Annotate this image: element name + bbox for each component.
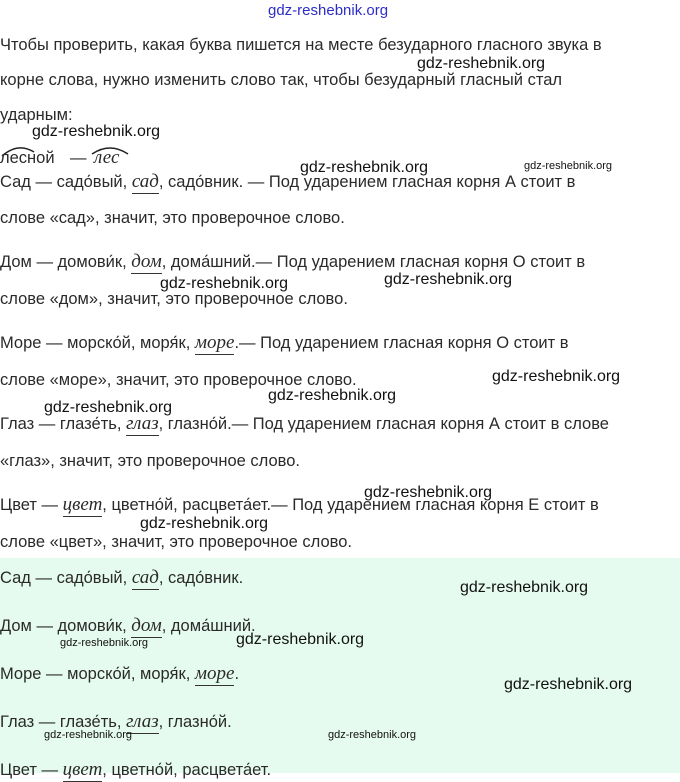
watermark: gdz-reshebnik.org xyxy=(60,637,149,649)
watermark: gdz-reshebnik.org xyxy=(300,159,429,176)
answer-4-tail: , глазно́й. xyxy=(158,713,232,731)
answer-2-check-word: дом xyxy=(131,615,162,636)
root-scheme xyxy=(0,138,140,164)
watermark: gdz-reshebnik.org xyxy=(32,123,161,140)
intro-line-1: Чтобы проверить, какая буква пишется на месте безударного гласного звука в xyxy=(0,36,602,54)
answer-2-lead: Дом — домови́к, xyxy=(0,617,132,635)
item-3-check-word: море xyxy=(194,332,235,353)
item-4-line-1 xyxy=(0,414,609,434)
item-4-line-2: «глаз», значит, это проверочное слово. xyxy=(0,452,301,470)
watermark: gdz-reshebnik.org xyxy=(140,515,269,532)
watermark-top: gdz-reshebnik.org xyxy=(268,2,389,19)
item-2-line-1 xyxy=(0,252,585,272)
item-2-lead: Дом — домови́к, xyxy=(0,253,132,271)
answer-5-check-word: цвет xyxy=(62,759,103,780)
answer-2-tail: , дома́шний. xyxy=(161,617,256,635)
item-3-lead: Море — морско́й, моря́к, xyxy=(0,334,195,352)
answer-1-tail: , садо́вник. xyxy=(158,569,244,587)
answer-3-tail: . xyxy=(234,665,240,683)
answer-3 xyxy=(0,664,239,684)
intro-line-2: корне слова, нужно изменить слово так, чтобы безударный гласный стал xyxy=(0,71,562,89)
answer-5-lead: Цвет — xyxy=(0,761,63,779)
item-4-lead: Глаз — глазе́ть, xyxy=(0,415,127,433)
item-4-check-word: глаз xyxy=(126,413,159,434)
item-1-check-word: сад xyxy=(131,171,159,192)
item-5-line-1 xyxy=(0,495,599,515)
intro-line-3: ударным: xyxy=(0,106,73,124)
answer-3-check-word: море xyxy=(194,663,235,684)
watermark: gdz-reshebnik.org xyxy=(364,484,493,501)
watermark: gdz-reshebnik.org xyxy=(524,160,613,172)
answer-1-check-word: сад xyxy=(131,567,159,588)
item-2-line-2: слове «дом», значит, это проверочное слово. xyxy=(0,290,348,308)
item-5-tail: , цветно́й, расцвета́ет.— Под ударением гласная корня Е стоит в xyxy=(102,496,599,514)
item-1-line-1 xyxy=(0,172,575,192)
watermark: gdz-reshebnik.org xyxy=(328,729,417,741)
answer-3-lead: Море — морско́й, моря́к, xyxy=(0,665,195,683)
item-3-line-2: слове «море», значит, это проверочное слово. xyxy=(0,371,357,389)
item-1-lead: Сад — садо́вый, xyxy=(0,173,132,191)
answer-4-lead: Глаз — глазе́ть, xyxy=(0,713,127,731)
watermark: gdz-reshebnik.org xyxy=(417,55,546,72)
watermark: gdz-reshebnik.org xyxy=(492,368,621,385)
watermark: gdz-reshebnik.org xyxy=(268,387,397,404)
watermark: gdz-reshebnik.org xyxy=(504,676,633,693)
item-1-line-2: слове «сад», значит, это проверочное слово. xyxy=(0,209,345,227)
watermark: gdz-reshebnik.org xyxy=(384,271,513,288)
answer-5-tail: , цветно́й, расцвета́ет. xyxy=(102,761,272,779)
item-2-tail: , дома́шний.— Под ударением гласная корня О стоит в xyxy=(161,253,586,271)
answer-2 xyxy=(0,616,256,636)
answer-1-lead: Сад — садо́вый, xyxy=(0,569,132,587)
item-3-tail: .— Под ударением гласная корня О стоит в xyxy=(234,334,569,352)
item-5-lead: Цвет — xyxy=(0,496,63,514)
item-5-check-word: цвет xyxy=(62,494,103,515)
watermark: gdz-reshebnik.org xyxy=(460,579,589,596)
answer-1 xyxy=(0,568,243,588)
item-4-tail: , глазно́й.— Под ударением гласная корня А стоит в слове xyxy=(158,415,609,433)
watermark: gdz-reshebnik.org xyxy=(44,729,133,741)
answer-5 xyxy=(0,760,271,780)
scheme-word-2: лес xyxy=(94,147,120,164)
item-3-line-1 xyxy=(0,333,569,353)
scheme-word-1: лесной xyxy=(0,149,55,164)
item-5-line-2: слове «цвет», значит, это проверочное слово. xyxy=(0,533,352,551)
scheme-dash: — xyxy=(70,149,87,164)
watermark: gdz-reshebnik.org xyxy=(44,399,173,416)
watermark: gdz-reshebnik.org xyxy=(160,275,289,292)
item-2-check-word: дом xyxy=(131,251,162,272)
watermark: gdz-reshebnik.org xyxy=(236,631,365,648)
item-1-tail: , садо́вник. — Под ударением гласная корня А стоит в xyxy=(158,173,576,191)
answer-4-check-word: глаз xyxy=(126,711,159,732)
